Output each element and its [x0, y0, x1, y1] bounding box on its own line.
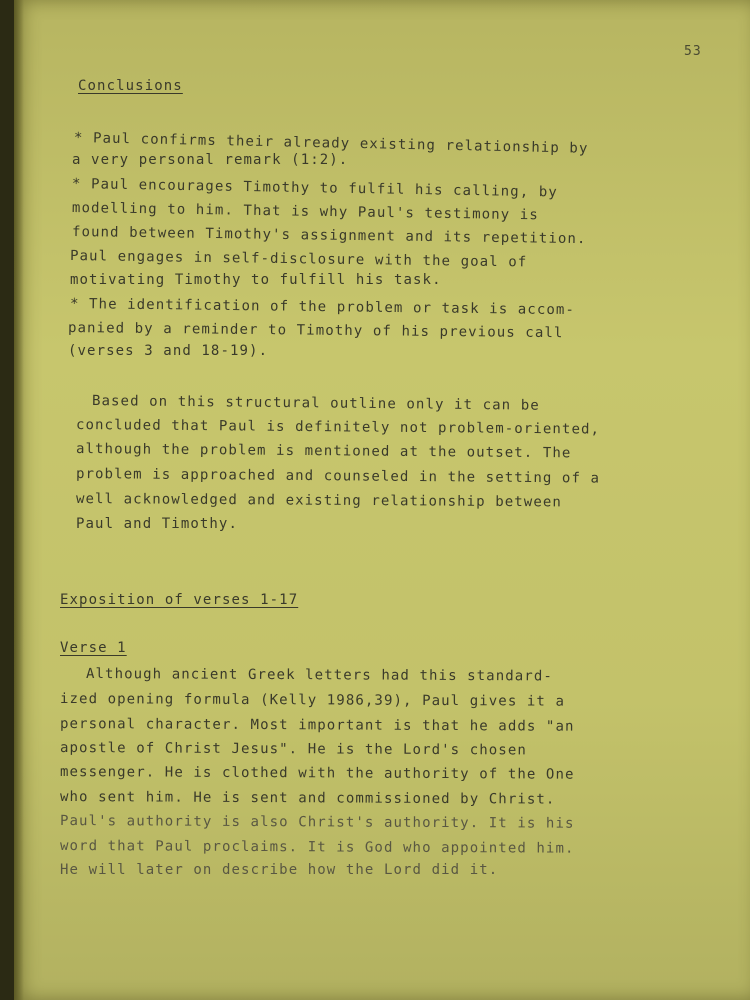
text-line: apostle of Christ Jesus". He is the Lord's chosen [59, 740, 527, 759]
text-line: although the problem is mentioned at the outset. The [75, 441, 572, 462]
text-line: personal character. Most important is that he adds "an [59, 716, 575, 735]
text-line: word that Paul proclaims. It is God who appointed him. [59, 838, 575, 857]
text-line: concluded that Paul is definitely not problem-oriented, [75, 417, 601, 438]
verse-heading: Verse 1 [60, 640, 127, 656]
text-line: who sent him. He is sent and commissioned by Christ. [59, 789, 556, 808]
text-line: a very personal remark (1:2). [72, 152, 349, 168]
text-line: Based on this structural outline only it can be [91, 393, 540, 414]
text-line: * The identification of the problem or task is accom- [69, 296, 576, 319]
text-line: Paul engages in self-disclosure with the goal of [69, 248, 528, 271]
exposition-heading: Exposition of verses 1-17 [60, 592, 299, 608]
text-line: (verses 3 and 18-19). [68, 343, 269, 359]
text-line: modelling to him. That is why Paul's testimony is [71, 200, 539, 224]
text-line: motivating Timothy to fulfill his task. [70, 272, 442, 288]
text-line: found between Timothy's assignment and its repetition. [71, 224, 587, 248]
conclusions-heading: Conclusions [78, 78, 183, 94]
text-line: He will later on describe how the Lord did it. [60, 862, 499, 878]
text-line: Paul's authority is also Christ's authority. It is his [59, 813, 575, 832]
text-line: * Paul encourages Timothy to fulfil his calling, by [71, 176, 559, 201]
text-line: messenger. He is clothed with the authority of the One [59, 764, 575, 783]
text-line: Paul and Timothy. [76, 516, 238, 532]
document-page [14, 0, 750, 1000]
text-line: ized opening formula (Kelly 1986,39), Paul gives it a [59, 691, 566, 710]
text-line: problem is approached and counseled in the setting of a [75, 466, 601, 487]
text-line: panied by a reminder to Timothy of his previous call [67, 320, 564, 342]
text-line: well acknowledged and existing relationship between [75, 491, 563, 511]
text-line: * Paul confirms their already existing relationship by [73, 130, 589, 157]
text-line: Although ancient Greek letters had this standard- [85, 666, 553, 685]
page-number: 53 [684, 44, 702, 59]
